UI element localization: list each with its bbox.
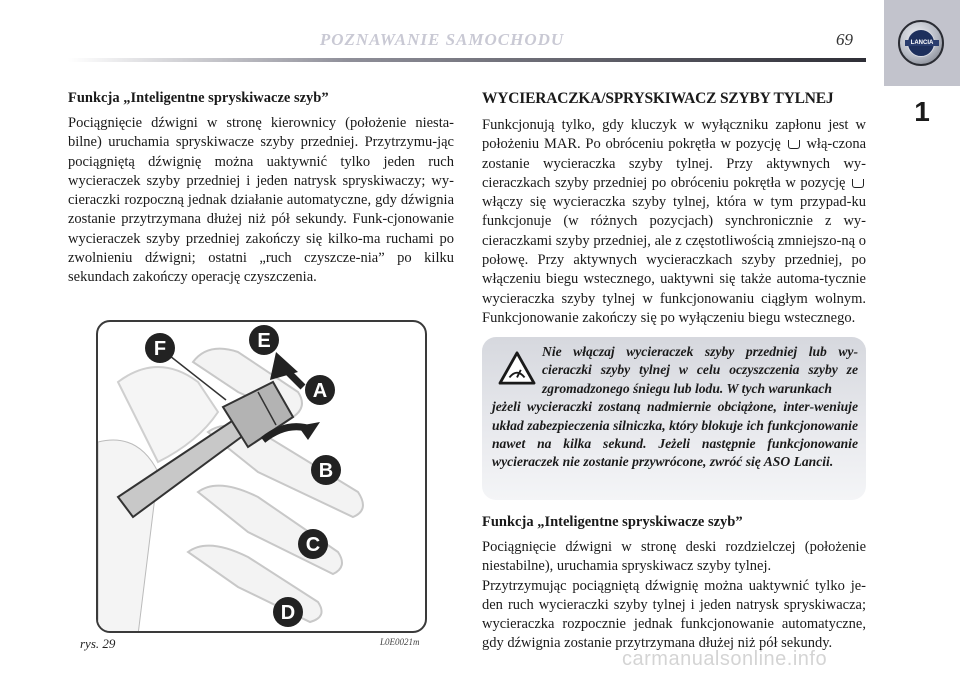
figure-label-F bbox=[145, 333, 175, 363]
section-subtitle: Funkcja „Inteligentne spryskiwacze szyb” bbox=[482, 514, 743, 530]
text-part-2: włą-czona zostanie wycieraczka szyby tylnej. Przy aktywnych wy-cieraczkach szyby przedniej po obróceniu pokrętła w pozycję bbox=[482, 136, 867, 191]
side-tab-top bbox=[884, 0, 960, 86]
warning-text-line1: Nie włączaj wycieraczek szyby przedniej lub wy-cieraczki szyby tylnej w celu oczyszczenia szyby ze zgromadzonego śniegu lub lodu. W tych warunkach bbox=[542, 344, 858, 396]
section-subtitle: Funkcja „Inteligentne spryskiwacze szyb” bbox=[68, 90, 329, 106]
svg-text:D: D bbox=[280, 602, 296, 624]
paragraph: Przytrzymując pociągniętą dźwignię można uaktywnić tylko je-den ruch wycieraczki szyby tylnej i jeden natrysk spryskiwacza; wycieraczka rozpocznie jednak funkcjonowanie automatyczne, gdy dźwignia zostanie przytrzymana dłużej niż pół sekundy. bbox=[482, 577, 866, 652]
figure-label-C bbox=[298, 529, 328, 559]
svg-text:B: B bbox=[318, 460, 334, 482]
logo-shield bbox=[907, 29, 935, 57]
svg-text:C: C bbox=[305, 534, 321, 556]
figure-label-A bbox=[305, 375, 335, 405]
wiper-stalk-illustration bbox=[98, 322, 427, 633]
text-part-3: włączy się wycieraczka szyby tylnej, która w tym przypad-ku funkcjonuje (w różnych pozycjach) synchronicznie z wy-cieraczkami szyby przedniej, ale z częstotliwością zmniejszo-ną o połowę. Przy aktywnych wycieraczkach szyby przedniej, po włączeniu biegu wstecznego, uaktywni się także automa-tycznie wycieraczka szyby tylnej w funkcjonowaniu ciągłym wolnym. Funkcjonowanie zakończy się po wyłączeniu biegu wstecznego. bbox=[482, 194, 866, 326]
figure-label-E bbox=[249, 325, 279, 355]
figure-code: L0E0021m bbox=[380, 637, 420, 647]
chapter-side-tab bbox=[884, 0, 960, 677]
figure-label-B bbox=[311, 455, 341, 485]
watermark: carmanualsonline.info bbox=[622, 648, 828, 670]
figure-wiper-stalk bbox=[96, 320, 427, 633]
warning-box bbox=[482, 337, 866, 500]
rear-wiper-icon bbox=[788, 140, 800, 149]
left-column bbox=[68, 90, 454, 288]
chapter-number: 1 bbox=[914, 96, 930, 127]
paragraph: Pociągnięcie dźwigni w stronę kierownicy (położenie niesta-bilne) uruchamia spryskiwacze szyby przedniej. Przytrzymu-jąc pociągniętą dźwignię można uaktywnić tylko jeden ruch wycieraczek szyby przedniej i jeden natrysk spryskiwaczy; wy-cieraczki rozpoczną jednak działanie automatyczne, gdy dźwignia zostanie przytrzymana dłużej niż pół sekundy. Funk-cjonowanie wycieraczek szyby przedniej zakończy się kilko-ma ruchami po zwolnieniu dźwigni; ostatni „ruch czyszcze-nia” po kilku sekundach zakończy operację czyszczenia. bbox=[68, 115, 454, 286]
warning-text-rest: jeżeli wycieraczki zostaną nadmiernie obciążone, inter-weniuje układ zabezpieczenia silniczka, który blokuje ich funkcjonowanie nawet na kilka sekund. Jeżeli następnie funkcjonowanie wycieraczek nie zostanie przywrócone, zwróć się ASO Lancii. bbox=[492, 399, 858, 470]
page-number: 69 bbox=[836, 30, 853, 49]
section-heading: WYCIERACZKA/SPRYSKIWACZ SZYBY TYLNEJ bbox=[482, 90, 834, 107]
figure-label-D bbox=[273, 597, 303, 627]
right-column bbox=[482, 90, 866, 328]
figure-caption: rys. 29 bbox=[80, 636, 116, 651]
paragraph: Pociągnięcie dźwigni w stronę deski rozdzielczej (położenie niestabilne), uruchamia spryskiwacz szyby tylnej. bbox=[482, 539, 866, 575]
svg-text:A: A bbox=[312, 380, 328, 402]
right-column-bottom bbox=[482, 514, 866, 654]
svg-text:F: F bbox=[153, 338, 167, 360]
svg-text:E: E bbox=[257, 330, 271, 352]
logo-text: LANCIA bbox=[905, 40, 939, 46]
warning-text bbox=[492, 343, 858, 472]
rear-wiper-icon bbox=[852, 179, 864, 188]
header-rule bbox=[68, 58, 866, 62]
paragraph-rear-wiper bbox=[482, 116, 866, 328]
lancia-logo-icon bbox=[898, 20, 944, 66]
text-part-1: Funkcjonują tylko, gdy kluczyk w wyłączniku zapłonu jest w położeniu MAR. Po obróceniu pokrętła w pozycję bbox=[482, 117, 866, 153]
running-header: POZNAWANIE SAMOCHODU bbox=[319, 30, 565, 49]
